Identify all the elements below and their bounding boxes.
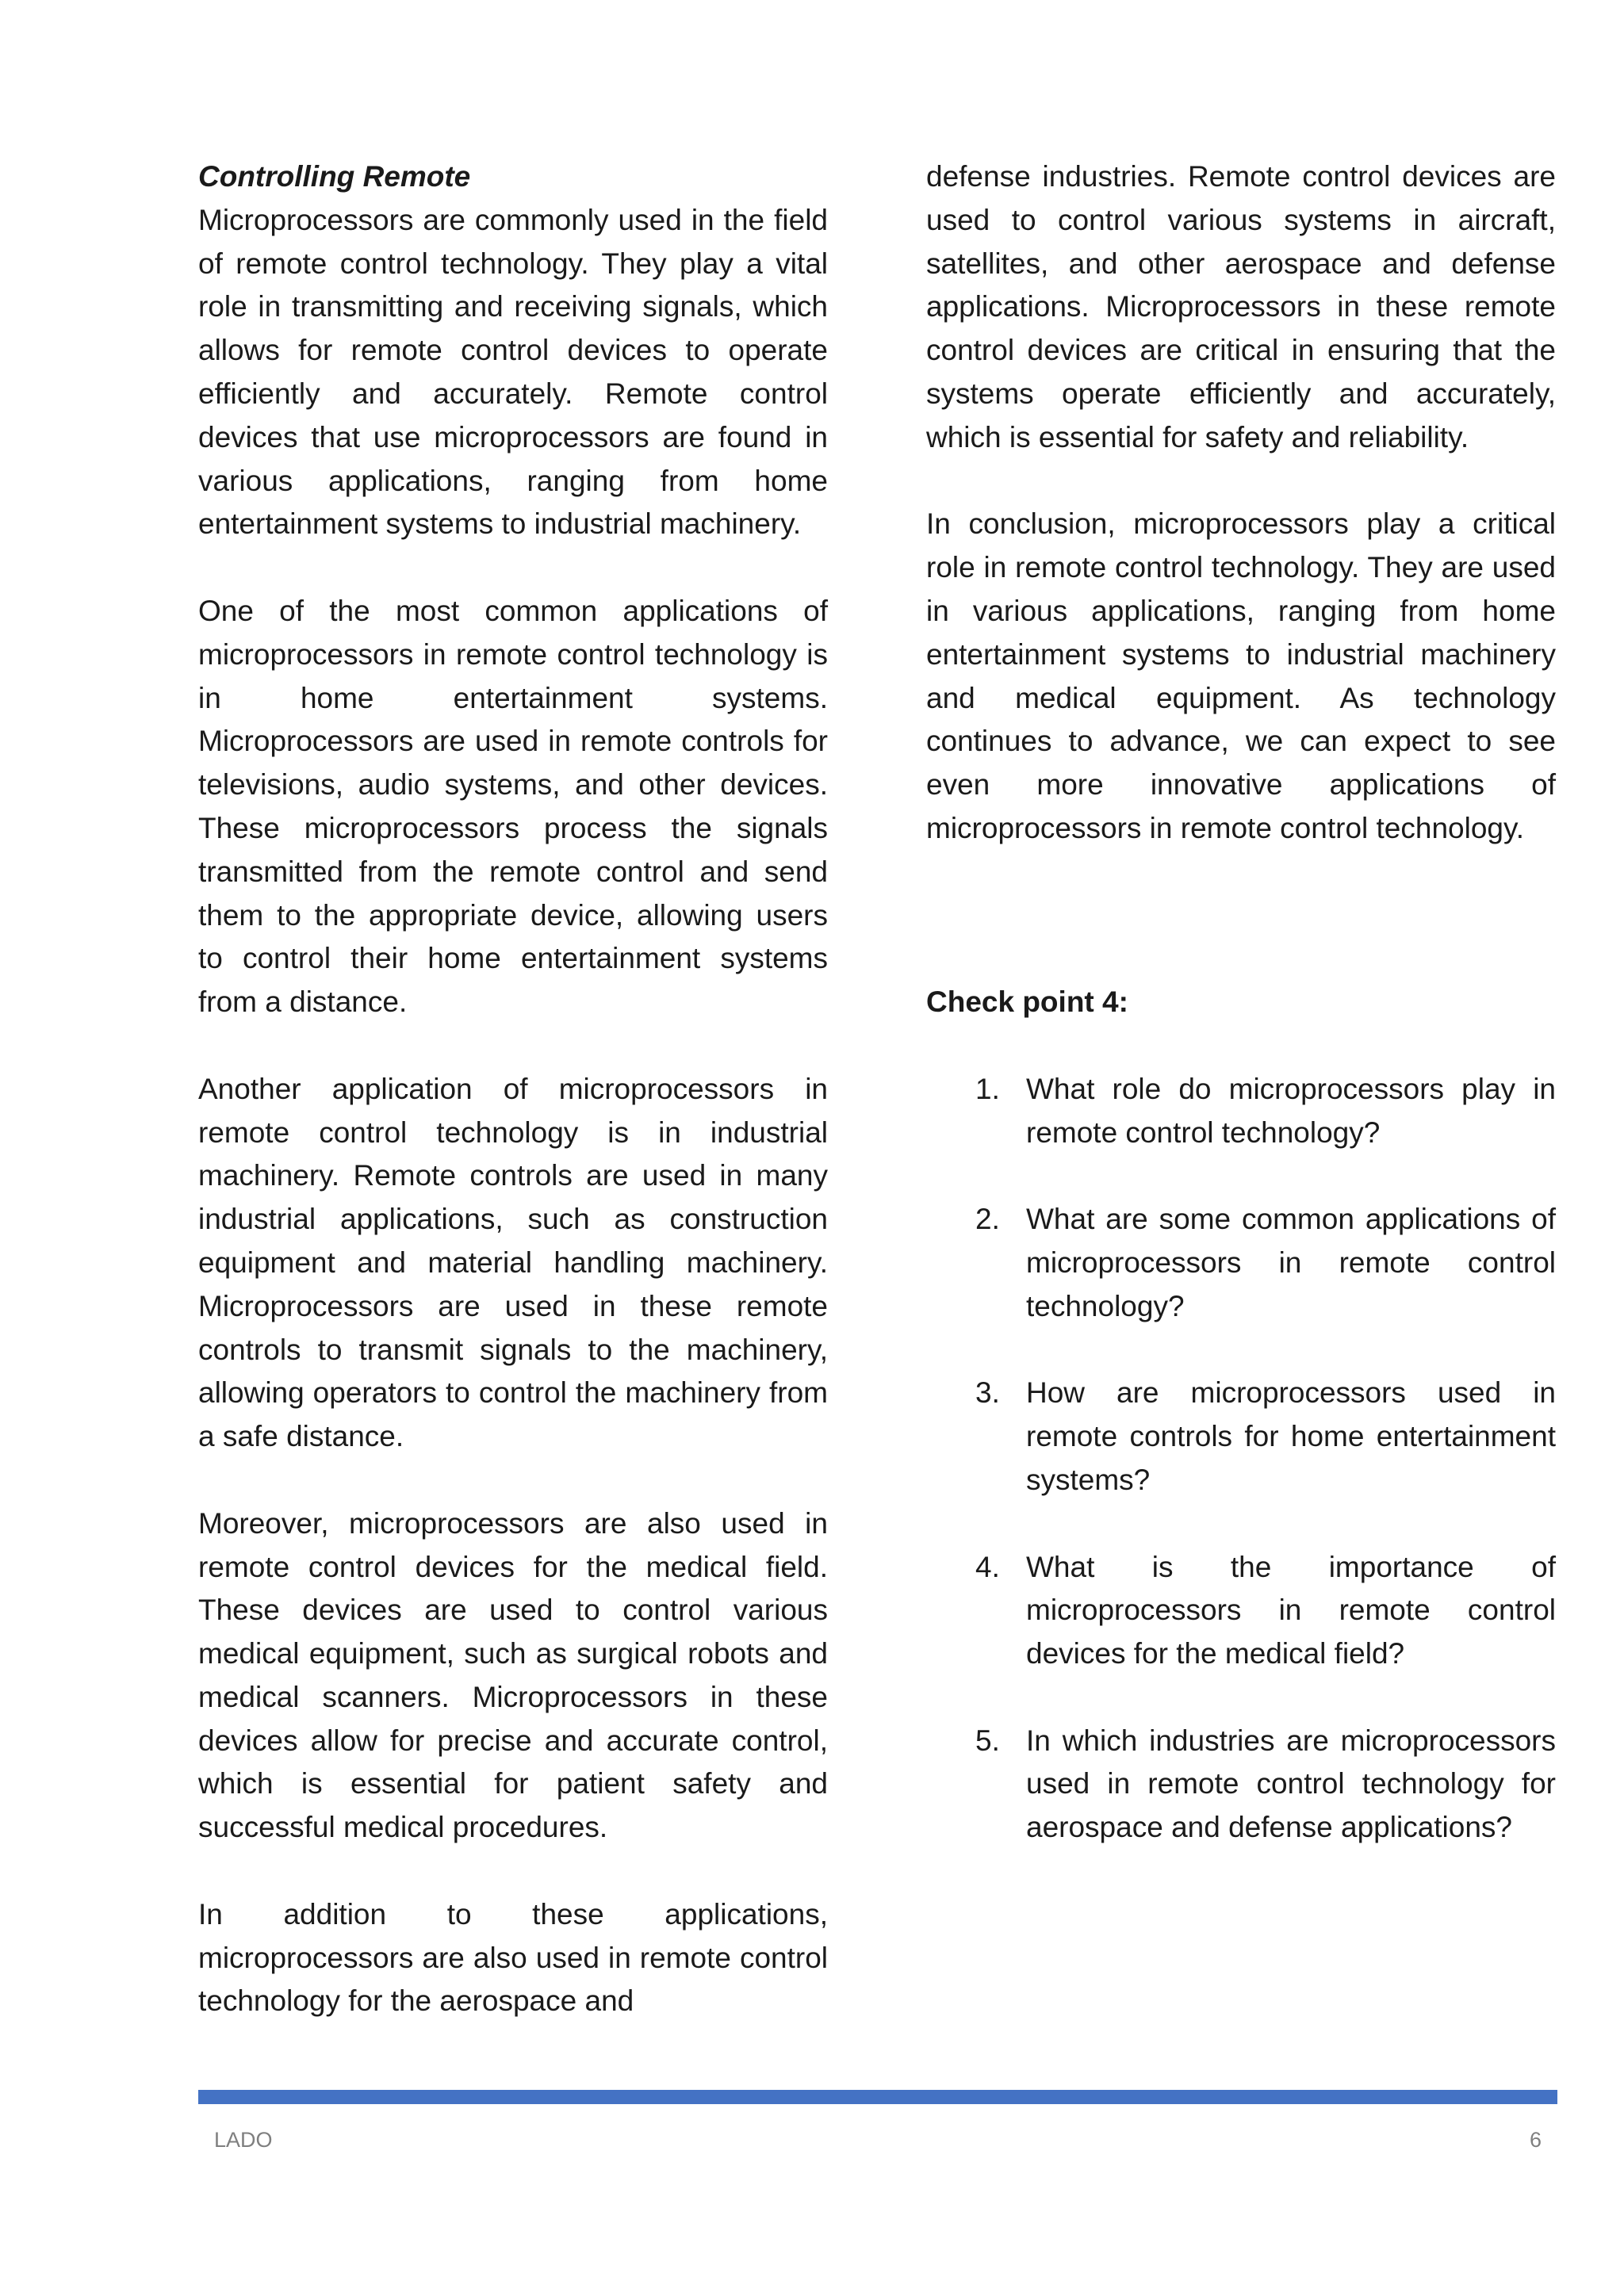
question-text: How are microprocessors used in remote controls for home entertainment systems? [1026,1376,1556,1496]
paragraph: defense industries. Remote control devices are used to control various systems in aircraft, satellites, and other aerospace and defense applications. Microprocessors in these remote control devices are critical in ensuring that the systems operate efficiently and accurately, which is essential for safety and reliability. [926,160,1556,453]
paragraph: Microprocessors are commonly used in the field of remote control technology. They play a vital role in transmitting and receiving signals, which allows for remote control devices to operate efficiently and accurately. Remote control devices that use microprocessors are found in various applications, ranging from home entertainment systems to industrial machinery. [198,203,828,541]
question-item [926,1372,1556,1502]
question-text: What is the importance of microprocessors in remote control devices for the medical field? [1026,1550,1556,1670]
paragraph: In addition to these applications, microprocessors are also used in remote control technology for the aerospace and [198,1897,828,2018]
question-list [926,1068,1556,1850]
question-number: 4. [975,1550,1000,1583]
footer-author: LADO [214,2128,273,2152]
question-number: 5. [975,1724,1000,1757]
question-item [926,1720,1556,1850]
question-text: What role do microprocessors play in remote control technology? [1026,1072,1556,1149]
checkpoint-title: Check point 4: [926,985,1128,1019]
paragraph: Another application of microprocessors in remote control technology is in industrial machinery. Remote controls are used in many industrial applications, such as construction equipment and material handling machinery. Microprocessors are used in these remote controls to transmit signals to the machinery, allowing operators to control the machinery from a safe distance. [198,1072,828,1453]
footer-divider-bar [198,2090,1557,2104]
section-title: Controlling Remote [198,160,471,193]
paragraph: In conclusion, microprocessors play a critical role in remote control technology. They are used in various applications, ranging from home entertainment systems to industrial machinery and medical equipment. As technology continues to advance, we can expect to see even more innovative applications of microprocessors in remote control technology. [926,507,1556,844]
page-number: 6 [1529,2128,1542,2152]
question-number: 1. [975,1072,1000,1105]
question-number: 2. [975,1203,1000,1236]
question-item [926,1546,1556,1676]
question-number: 3. [975,1376,1000,1410]
paragraph: Moreover, microprocessors are also used in remote control devices for the medical field. These devices are used to control various medical equipment, such as surgical robots and medical scanners. Microprocessors in these devices allow for precise and accurate control, which is essential for patient safety and successful medical procedures. [198,1506,828,1844]
paragraph: One of the most common applications of microprocessors in remote control technology is in home entertainment systems. Microprocessors are used in remote controls for televisions, audio systems, and other devices. These microprocessors process the signals transmitted from the remote control and send them to the appropriate device, allowing users to control their home entertainment systems from a distance. [198,594,828,1019]
question-item [926,1198,1556,1328]
question-item [926,1068,1556,1155]
question-text: In which industries are microprocessors used in remote control technology for aerospace and defense applications? [1026,1724,1556,1844]
question-text: What are some common applications of microprocessors in remote control technology? [1026,1203,1556,1322]
right-column [926,155,1556,1893]
left-column [198,155,828,2023]
